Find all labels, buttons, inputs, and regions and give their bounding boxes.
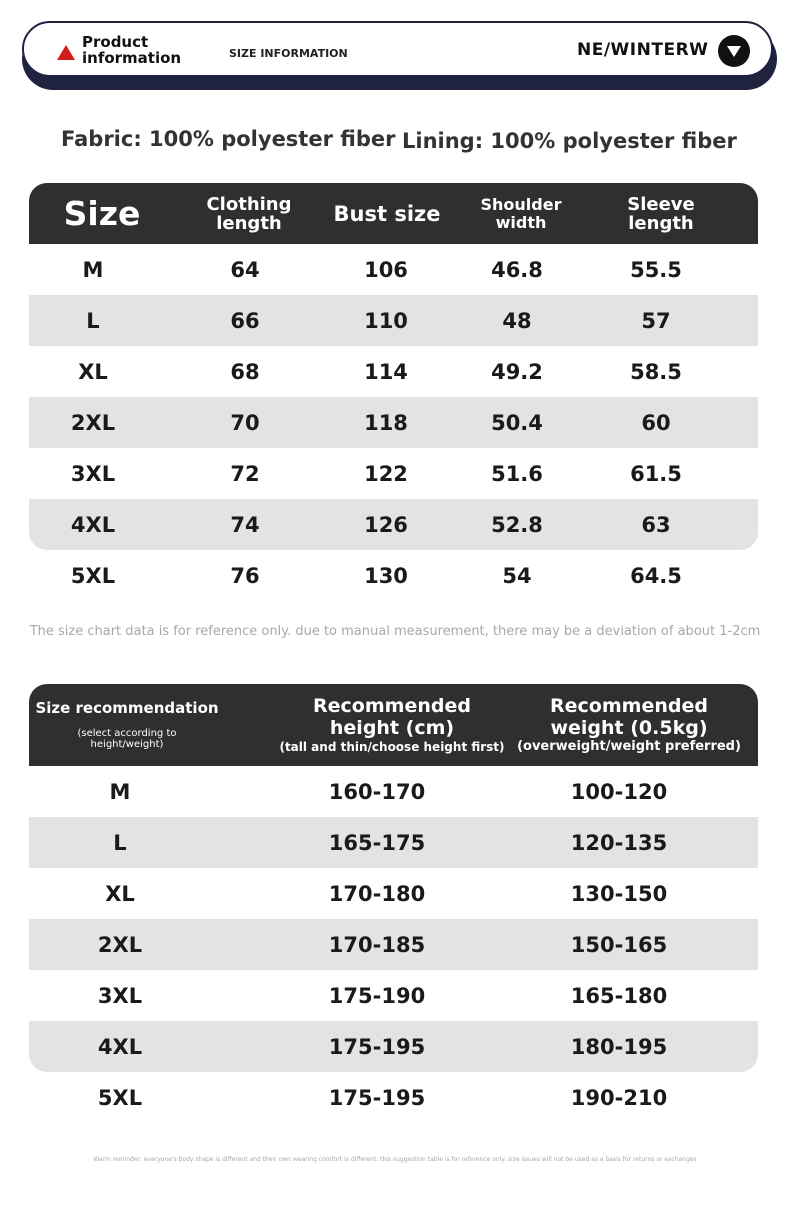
cell-size: M — [82, 257, 104, 282]
cell-height: 170-185 — [328, 932, 426, 957]
cell-clothing-length: 68 — [230, 359, 260, 384]
cell-sleeve-length: 55.5 — [630, 257, 682, 282]
brand-line-2: information — [82, 49, 182, 67]
cell-sleeve-length: 63 — [641, 512, 671, 537]
header-recommended-weight: Recommended weight (0.5kg) (overweight/weight preferred) — [517, 695, 741, 754]
cell-shoulder-width: 49.2 — [491, 359, 543, 384]
header-bar — [22, 21, 773, 77]
table-row — [29, 295, 758, 346]
cell-sleeve-length: 60 — [641, 410, 671, 435]
cell-size: 2XL — [70, 410, 116, 435]
table-row — [29, 970, 758, 1021]
size-table-body — [29, 244, 758, 601]
cell-size: 4XL — [70, 512, 116, 537]
size-table-header — [29, 183, 758, 244]
cell-shoulder-width: 50.4 — [491, 410, 543, 435]
cell-clothing-length: 76 — [230, 563, 260, 588]
table-row — [29, 1072, 758, 1123]
cell-sleeve-length: 57 — [641, 308, 671, 333]
table-row — [29, 766, 758, 817]
table-row — [29, 346, 758, 397]
red-triangle-icon — [57, 45, 75, 60]
cell-bust-size: 122 — [364, 461, 408, 486]
cell-sleeve-length: 58.5 — [630, 359, 682, 384]
reference-note: The size chart data is for reference only. due to manual measurement, there may be a deviation of about 1-2cm — [29, 624, 761, 639]
chevron-down-icon[interactable] — [718, 35, 750, 67]
table-row — [29, 448, 758, 499]
cell-bust-size: 126 — [364, 512, 408, 537]
cell-clothing-length: 64 — [230, 257, 260, 282]
cell-size: XL — [105, 881, 135, 906]
cell-size: XL — [78, 359, 108, 384]
cell-size: 4XL — [97, 1034, 143, 1059]
brand-label — [82, 34, 181, 66]
cell-size: 5XL — [97, 1085, 143, 1110]
size-table — [29, 183, 758, 601]
cell-height: 160-170 — [328, 779, 426, 804]
table-row — [29, 244, 758, 295]
cell-clothing-length: 70 — [230, 410, 260, 435]
header-size: Size — [63, 194, 141, 233]
recommend-table-header — [29, 684, 758, 766]
cell-size: 3XL — [70, 461, 116, 486]
brand-line-1: Product — [82, 33, 149, 51]
cell-shoulder-width: 51.6 — [491, 461, 543, 486]
cell-weight: 190-210 — [570, 1085, 668, 1110]
cell-size: 2XL — [97, 932, 143, 957]
cell-shoulder-width: 46.8 — [491, 257, 543, 282]
table-row — [29, 1021, 758, 1072]
fabric-text: Fabric: 100% polyester fiber — [61, 127, 396, 151]
cell-bust-size: 106 — [364, 257, 408, 282]
cell-bust-size: 130 — [364, 563, 408, 588]
cell-size: M — [109, 779, 131, 804]
cell-clothing-length: 74 — [230, 512, 260, 537]
cell-sleeve-length: 64.5 — [630, 563, 682, 588]
lining-text: Lining: 100% polyester fiber — [402, 129, 737, 153]
cell-height: 175-190 — [328, 983, 426, 1008]
header-sleeve-length: Sleeve length — [627, 193, 695, 234]
table-row — [29, 868, 758, 919]
cell-weight: 165-180 — [570, 983, 668, 1008]
cell-bust-size: 114 — [364, 359, 408, 384]
cell-height: 175-195 — [328, 1085, 426, 1110]
header-bust-size: Bust size — [333, 201, 441, 226]
cell-size: L — [113, 830, 127, 855]
cell-shoulder-width: 48 — [502, 308, 532, 333]
cell-shoulder-width: 54 — [502, 563, 532, 588]
warm-reminder: Warm reminder: everyone's body shape is different and their own wearing comfort is different. this suggestion table is for reference only. size issues will not be used as a basis for returns or exchanges — [93, 1156, 697, 1163]
cell-height: 165-175 — [328, 830, 426, 855]
cell-weight: 150-165 — [570, 932, 668, 957]
cell-clothing-length: 72 — [230, 461, 260, 486]
table-row — [29, 499, 758, 550]
table-row — [29, 397, 758, 448]
cell-size: 3XL — [97, 983, 143, 1008]
table-row — [29, 550, 758, 601]
cell-size: L — [86, 308, 100, 333]
header-clothing-length: Clothing length — [206, 193, 292, 234]
table-row — [29, 817, 758, 868]
cell-sleeve-length: 61.5 — [630, 461, 682, 486]
cell-height: 175-195 — [328, 1034, 426, 1059]
header-size-recommendation: Size recommendation (select according to height/weight) — [35, 699, 219, 750]
header-shoulder-width: Shoulder width — [480, 194, 562, 232]
section-label: SIZE INFORMATION — [229, 47, 348, 60]
table-row — [29, 919, 758, 970]
cell-clothing-length: 66 — [230, 308, 260, 333]
recommend-table-body — [29, 766, 758, 1123]
cell-weight: 130-150 — [570, 881, 668, 906]
cell-bust-size: 118 — [364, 410, 408, 435]
recommend-table — [29, 684, 758, 1123]
cell-height: 170-180 — [328, 881, 426, 906]
header-recommended-height: Recommended height (cm) (tall and thin/choose height first) — [279, 695, 505, 754]
season-label: NE/WINTERW — [577, 40, 709, 60]
cell-bust-size: 110 — [364, 308, 408, 333]
cell-shoulder-width: 52.8 — [491, 512, 543, 537]
cell-weight: 100-120 — [570, 779, 668, 804]
cell-weight: 180-195 — [570, 1034, 668, 1059]
cell-size: 5XL — [70, 563, 116, 588]
cell-weight: 120-135 — [570, 830, 668, 855]
